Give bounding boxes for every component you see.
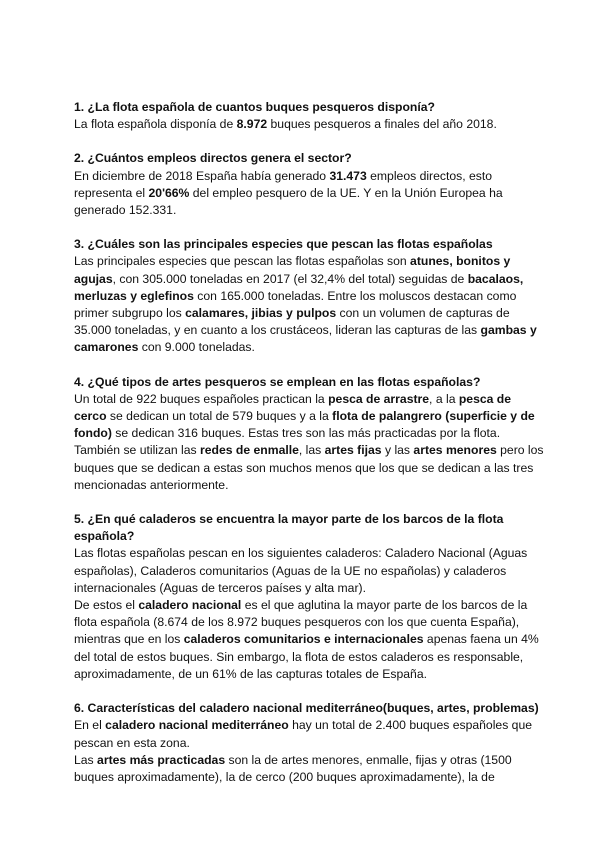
bold-text: pesca de cerco [74, 391, 512, 424]
bold-text: 20'66% [148, 185, 190, 200]
bold-text: 31.473 [329, 168, 367, 183]
text-run: buques pesqueros a finales del año 2018. [267, 117, 497, 132]
question-heading: 6. Características del caladero nacional mediterráneo(buques, artes, problemas) [74, 701, 539, 716]
text-run: Las [74, 752, 98, 767]
bold-text: pesca de arrastre [328, 391, 430, 406]
question-heading: 2. ¿Cuántos empleos directos genera el sector? [74, 151, 352, 166]
text-run: , las [298, 443, 325, 458]
qa-section [74, 99, 544, 133]
answer-paragraph [74, 752, 544, 786]
document-body [74, 99, 544, 803]
answer-paragraph [74, 253, 544, 356]
bold-text: gambas y camarones [74, 323, 537, 355]
text-run: apenas faena un 4% del total de estos buques. Sin embargo, la flota de estos caladeros es responsable, aproximadamente, de un 61% de las capturas totales de España. [74, 632, 539, 681]
text-run: Un total de 922 buques españoles practican la [74, 391, 329, 406]
text-run: , con 305.000 toneladas en 2017 (el 32,4% del total) seguidas de [112, 271, 468, 286]
text-run: , a la [429, 391, 459, 406]
text-run: pero los buques que se dedican a estas son muchos menos que los que se dedican a las tres mencionadas anteriormente. [74, 443, 544, 492]
text-run: De estos el [74, 598, 139, 613]
text-run: con un volumen de capturas de 35.000 toneladas, y en cuanto a los crustáceos, lideran las capturas de las [74, 306, 510, 338]
bold-text: bacalaos, merluzas y eglefinos [74, 271, 524, 303]
text-run: empleos directos, esto representa el [74, 168, 493, 200]
bold-text: artes más practicadas [97, 752, 226, 767]
qa-section [74, 511, 544, 683]
bold-text: redes de enmalle [200, 443, 299, 458]
text-run: En diciembre de 2018 España había generado [74, 168, 330, 183]
bold-text: artes fijas [324, 443, 382, 458]
answer-paragraph [74, 391, 544, 494]
question-heading: 4. ¿Qué tipos de artes pesqueros se emplean en las flotas españolas? [74, 374, 481, 389]
question-heading: 1. ¿La flota española de cuantos buques pesqueros disponía? [74, 100, 435, 114]
qa-section [74, 700, 544, 786]
answer-paragraph [74, 717, 544, 751]
text-run: Las principales especies que pescan las flotas españolas son [74, 254, 411, 269]
text-run: del empleo pesquero de la UE. Y en la Unión Europea ha generado 152.331. [74, 185, 503, 218]
answer-paragraph [74, 545, 544, 597]
text-run: con 9.000 toneladas. [138, 340, 255, 355]
bold-text: caladero nacional [138, 598, 242, 613]
qa-section [74, 150, 544, 219]
text-run: se dedican un total de 579 buques y a la [106, 409, 333, 424]
question-heading: 5. ¿En qué caladeros se encuentra la mayor parte de los barcos de la flota española? [74, 512, 504, 544]
text-run: y las [381, 443, 414, 458]
text-run: con 165.000 toneladas. Entre los moluscos destacan como primer subgrupo los [74, 288, 517, 321]
text-run: hay un total de 2.400 buques españoles que pescan en esta zona. [74, 718, 533, 750]
bold-text: artes menores [413, 443, 497, 458]
answer-paragraph [74, 597, 544, 683]
qa-section [74, 236, 544, 356]
bold-text: caladeros comunitarios e internacionales [183, 632, 424, 647]
answer-paragraph [74, 116, 544, 133]
text-run: En el [74, 718, 106, 733]
bold-text: 8.972 [236, 117, 268, 132]
text-run: son la de artes menores, enmalle, fijas y otras (1500 buques aproximadamente), la de cerco (200 buques aproximadamente), la de [74, 752, 512, 784]
qa-section [74, 374, 544, 494]
bold-text: calamares, jibias y pulpos [185, 306, 337, 321]
bold-text: flota de palangrero (superficie y de fondo) [74, 409, 535, 441]
text-run: es el que aglutina la mayor parte de los barcos de la flota española (8.674 de los 8.972 buques pesqueros con los que cuenta España), mientras que en los [74, 598, 528, 647]
bold-text: atunes, bonitos y agujas [74, 254, 511, 286]
question-heading: 3. ¿Cuáles son las principales especies que pescan las flotas españolas [74, 237, 493, 252]
answer-paragraph [74, 168, 544, 220]
text-run: La flota española disponía de [74, 117, 237, 132]
text-run: se dedican 316 buques. Estas tres son las más practicadas por la flota. También se utilizan las [74, 426, 501, 458]
text-run: Las flotas españolas pescan en los siguientes caladeros: Caladero Nacional (Aguas españolas), Caladeros comunitarios (Aguas de la UE no españolas) y caladeros internacionales (Aguas de terceros países y alta mar). [74, 546, 528, 595]
bold-text: caladero nacional mediterráneo [105, 718, 289, 733]
